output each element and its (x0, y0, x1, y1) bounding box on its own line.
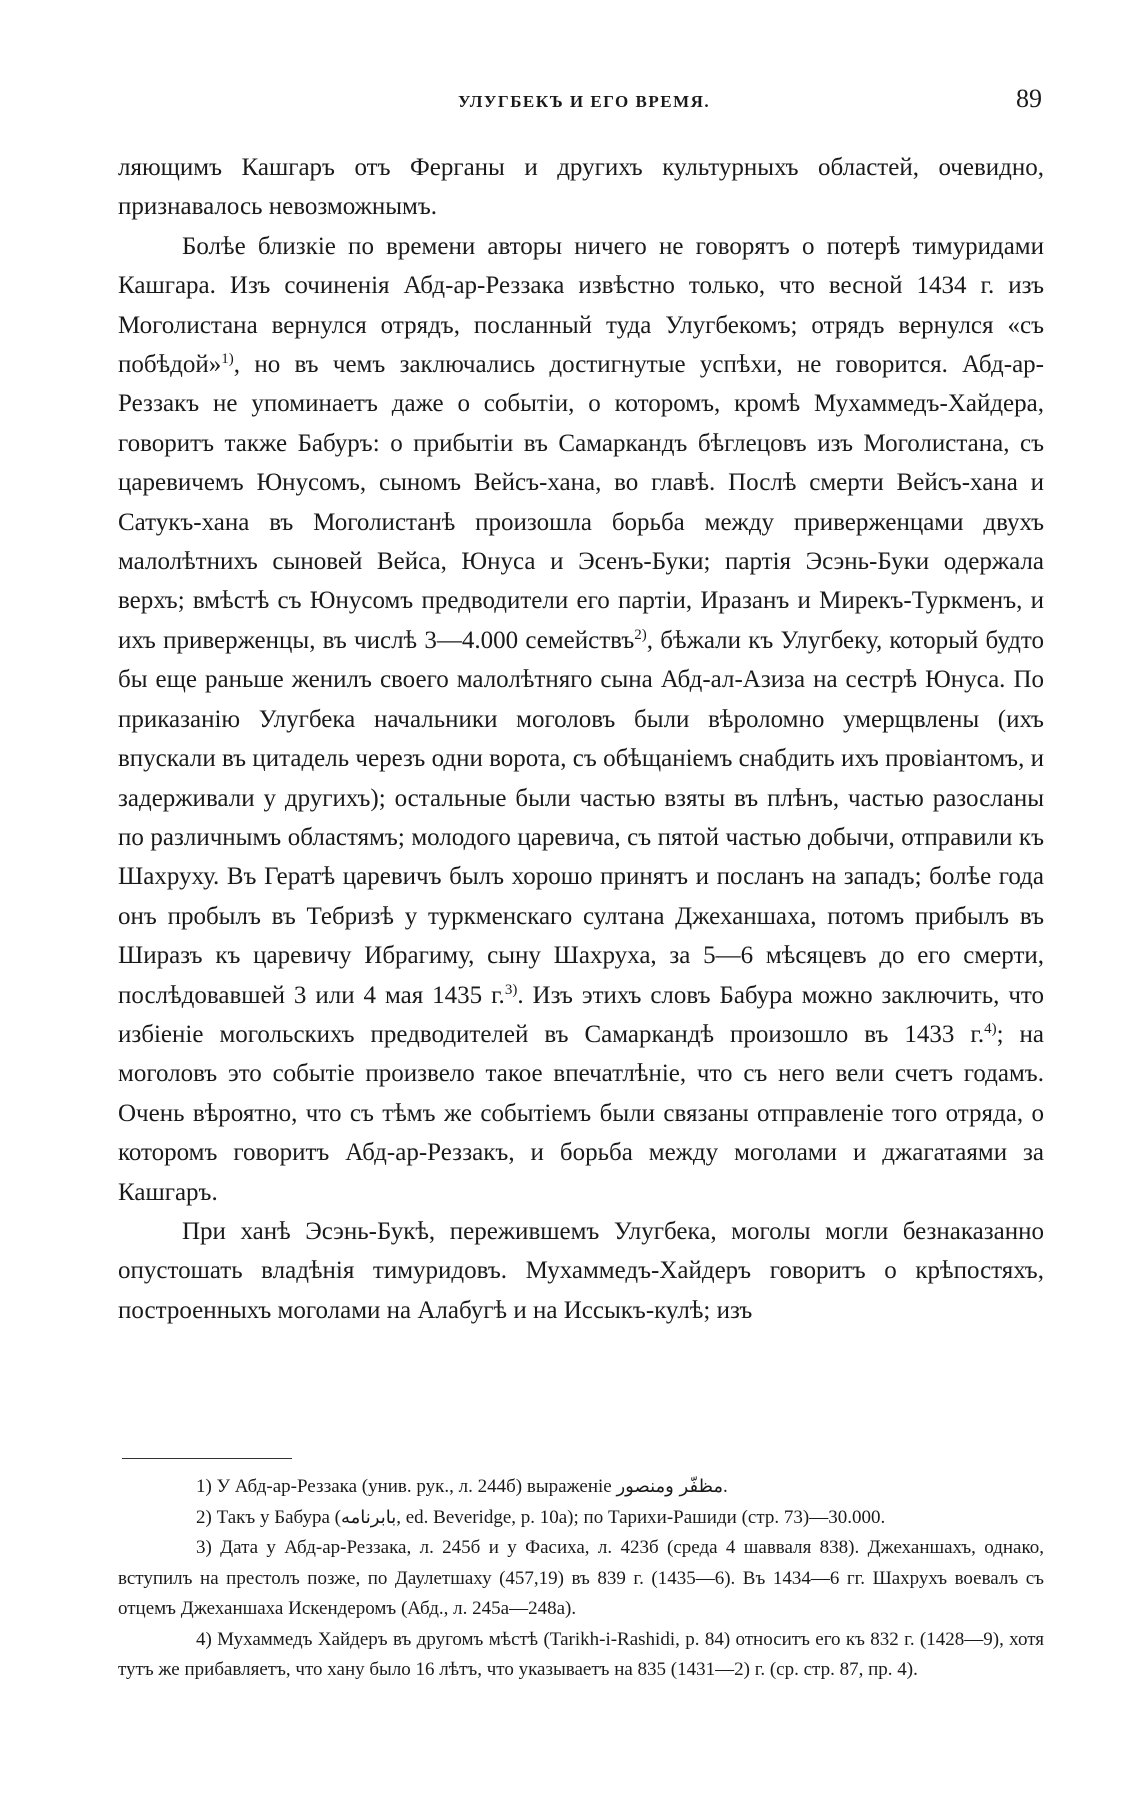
paragraph-2 (118, 227, 1044, 1212)
paragraph-1: ляющимъ Кашгаръ отъ Ферганы и другихъ культурныхъ областей, очевидно, признавалось невозможнымъ. (118, 154, 1044, 221)
paragraph-3: При ханѣ Эсэнь-Букѣ, пережившемъ Улугбека, моголы могли безнаказанно опустошать владѣнія тимуридовъ. Мухаммедъ-Хайдеръ говоритъ о крѣпостяхъ, построенныхъ моголами на Алабугѣ и на Иссыкъ-кулѣ; изъ (118, 1217, 1044, 1324)
footnote-divider (122, 1458, 292, 1459)
paragraph-2-part-d: . Изъ этихъ словъ Бабура можно заключить, что избіеніе могольскихъ предводителей въ Самаркандѣ произошло въ 1433 г. (118, 981, 1044, 1048)
paragraph-2-part-e: ; на моголовъ это событіе произвело такое впечатлѣніе, что съ него вели счетъ годамъ. Очень вѣроятно, что съ тѣмъ же событіемъ были связаны отправленіе того отряда, о которомъ говоритъ Абд-ар-Реззакъ, и борьба между моголами и джагатаями за Кашгаръ. (118, 1020, 1045, 1206)
footnote-ref-3: 3) (504, 981, 518, 998)
page-number: 89 (1016, 84, 1042, 113)
footnotes (118, 1472, 1044, 1686)
footnote-ref-1: 1) (221, 351, 234, 368)
footnote-ref-4: 4) (984, 1020, 997, 1037)
body-text (118, 148, 1044, 1330)
footnote-1-arabic: مظفّر ومنصور (616, 1476, 724, 1497)
paragraph-2-part-b: , но въ чемъ заключались достигнутые успѣхи, не говорится. Абд-ар-Реззакъ не упоминаетъ даже о событіи, о которомъ, кромѣ Мухаммедъ-Хайдера, говоритъ также Бабуръ: о прибытіи въ Самаркандъ бѣглецовъ изъ Моголистана, съ царевичемъ Юнусомъ, сыномъ Вейсъ-хана, во главѣ. Послѣ смерти Вейсъ-хана и Сатукъ-хана въ Моголистанѣ произошла борьба между приверженцами двухъ малолѣтнихъ сыновей Вейса, Юнуса и Эсенъ-Буки; партія Эсэнь-Буки одержала верхъ; вмѣстѣ съ Юнусомъ предводители его партіи, Иразанъ и Мирекъ-Туркменъ, и ихъ приверженцы, въ числѣ 3—4.000 семействъ (118, 351, 1044, 654)
footnote-3: 3) Дата у Абд-ар-Реззака, л. 245б и у Фасиха, л. 423б (среда 4 шавваля 838). Джеханшахъ, однако, вступилъ на престолъ позже, по Даулетшаху (457,19) въ 839 г. (1435—6). Въ 1434—6 гг. Шахрухъ воевалъ съ отцемъ Джеханшаха Искендеромъ (Абд., л. 245а—248а). (118, 1537, 1044, 1619)
running-title: УЛУГБЕКЪ И ЕГО ВРЕМЯ. (458, 92, 711, 111)
footnote-1: 1) У Абд-ар-Реззака (унив. рук., л. 244б) выраженіе مظفّر ومنصور. (196, 1476, 728, 1497)
footnote-4: 4) Мухаммедъ Хайдеръ въ другомъ мѣстѣ (Tarikh-i-Rashidi, p. 84) относитъ его къ 832 г. (1428—9), хотя тутъ же прибавляетъ, что хану было 16 лѣтъ, что указываетъ на 835 (1431—2) г. (ср. стр. 87, пр. 4). (118, 1628, 1044, 1680)
footnote-2-arabic: بابرنامه (341, 1506, 397, 1528)
paragraph-2-part-a: Болѣе близкіе по времени авторы ничего не говорятъ о потерѣ тимуридами Кашгара. Изъ сочиненія Абд-ар-Реззака извѣстно только, что весной 1434 г. изъ Моголистана вернулся отрядъ, посланный туда Улугбекомъ; отрядъ вернулся «съ побѣдой» (118, 232, 1044, 379)
paragraph-2-part-c: , бѣжали къ Улугбеку, который будто бы еще раньше женилъ своего малолѣтняго сына Абд-ал-Азиза на сестрѣ Юнуса. По приказанію Улугбека начальники моголовъ были вѣроломно умерщвлены (ихъ впускали въ цитадель черезъ одни ворота, съ обѣщаніемъ снабдить ихъ провіантомъ, и задерживали у другихъ); остальные были частью взяты въ плѣнъ, частью разосланы по различнымъ областямъ; молодого царевича, съ пятой частью добычи, отправили къ Шахруху. Въ Гератѣ царевичъ былъ хорошо принятъ и посланъ на западъ; болѣе года онъ пробылъ въ Тебризѣ у туркменскаго султана Джеханшаха, потомъ прибылъ въ Ширазъ къ царевичу Ибрагиму, сыну Шахруха, за 5—6 мѣсяцевъ до его смерти, послѣдовавшей 3 или 4 мая 1435 г. (118, 626, 1044, 1009)
footnote-2: 2) Такъ у Бабура (بابرنامه, ed. Beveridge, p. 10a); по Тарихи-Рашиди (стр. 73)—30.000. (196, 1506, 886, 1528)
footnote-ref-2: 2) (634, 626, 647, 643)
